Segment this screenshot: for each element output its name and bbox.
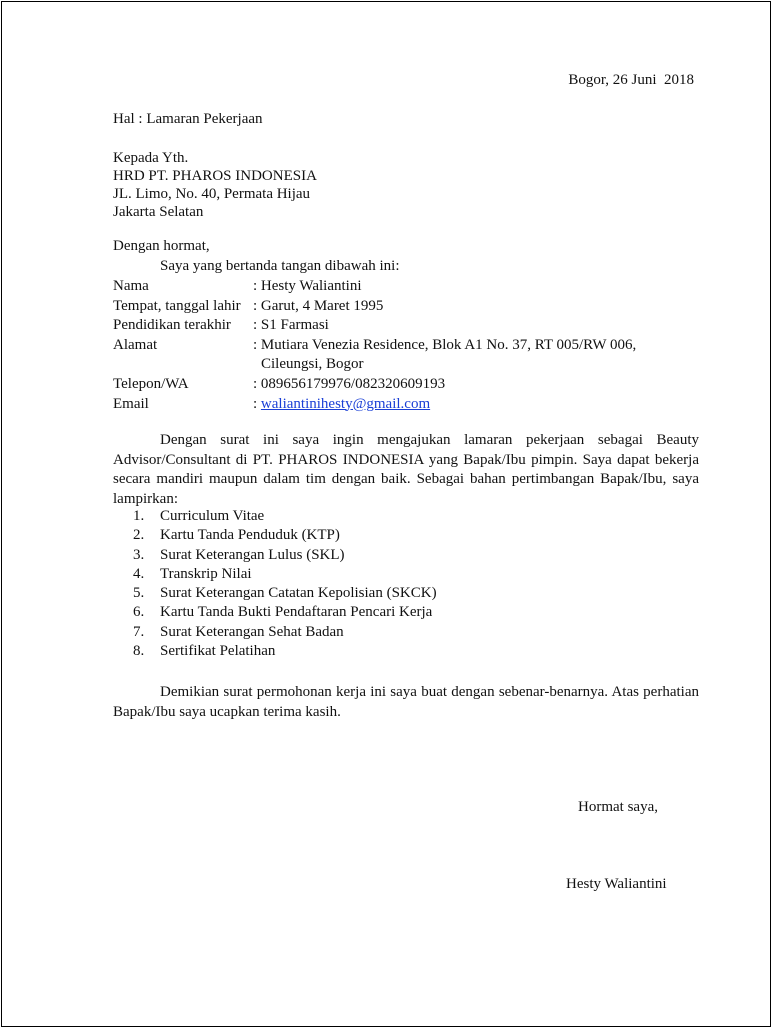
list-number: 5. [133, 585, 145, 602]
info-label-empty [113, 355, 253, 375]
info-value: Cileungsi, Bogor [261, 356, 364, 373]
list-number: 2. [133, 527, 145, 544]
recipient-block [113, 149, 317, 221]
info-row-name [113, 277, 636, 297]
paragraph-text: Dengan surat ini saya ingin mengajukan lamaran pekerjaan sebagai Beauty Advisor/Consultant di PT. PHAROS INDONESIA yang Bapak/Ibu pimpin. Saya dapat bekerja secara mandiri maupun dalam tim dengan baik. Sebagai bahan pertimbangan Bapak/Ibu, saya lampirkan: [113, 432, 699, 507]
info-label: Nama [113, 278, 149, 294]
info-row-birth [113, 297, 636, 317]
applicant-info [113, 277, 636, 414]
paragraph-text: Demikian surat permohonan kerja ini saya buat dengan sebenar-benarnya. Atas perhatian Bapak/Ibu saya ucapkan terima kasih. [113, 684, 699, 720]
recipient-line: JL. Limo, No. 40, Permata Hijau [113, 186, 311, 202]
info-value: : 089656179976/082320609193 [253, 375, 446, 392]
list-text: Surat Keterangan Catatan Kepolisian (SKCK) [160, 585, 437, 602]
list-text: Sertifikat Pelatihan [160, 643, 276, 660]
letter-page [1, 1, 771, 1027]
email-link[interactable]: waliantinihesty@gmail.com [260, 395, 431, 412]
list-item [133, 507, 437, 526]
info-label: Tempat, tanggal lahir [113, 297, 241, 314]
list-item [133, 584, 437, 603]
info-label: Email [113, 395, 149, 412]
info-value: : Garut, 4 Maret 1995 [253, 297, 384, 314]
attachment-list [133, 507, 437, 661]
recipient-line: Jakarta Selatan [113, 204, 204, 220]
signer-name: Hesty Waliantini [566, 876, 667, 892]
list-text: Kartu Tanda Penduduk (KTP) [160, 527, 340, 544]
list-number: 1. [133, 508, 145, 524]
list-number: 4. [133, 565, 145, 582]
list-number: 7. [133, 623, 145, 640]
info-value: : Hesty Waliantini [253, 278, 362, 294]
list-item [133, 526, 437, 545]
info-label: Pendidikan terakhir [113, 317, 231, 334]
list-item [133, 565, 437, 584]
info-value [253, 395, 430, 415]
list-text: Transkrip Nilai [160, 565, 252, 582]
recipient-line: HRD PT. PHAROS INDONESIA [113, 168, 317, 184]
intro-line: Saya yang bertanda tangan dibawah ini: [160, 258, 400, 274]
info-label: Telepon/WA [113, 375, 189, 392]
list-text: Kartu Tanda Bukti Pendaftaran Pencari Kerja [160, 604, 433, 621]
letter-subject: Hal : Lamaran Pekerjaan [113, 111, 263, 127]
closing-salutation: Hormat saya, [578, 799, 658, 815]
list-item [133, 546, 437, 565]
list-number: 8. [133, 643, 145, 660]
list-number: 3. [133, 546, 145, 563]
list-text: Surat Keterangan Lulus (SKL) [160, 546, 345, 563]
info-value: : Mutiara Venezia Residence, Blok A1 No. 37, RT 005/RW 006, [253, 336, 637, 353]
paragraph-application [113, 431, 699, 509]
info-row-address-cont [113, 355, 636, 375]
list-item [133, 642, 437, 661]
letter-date: Bogor, 26 Juni 2018 [568, 72, 694, 88]
email-prefix: : [253, 395, 261, 412]
info-row-education [113, 316, 636, 336]
list-item [133, 623, 437, 642]
info-value: : S1 Farmasi [253, 317, 329, 334]
paragraph-closing [113, 683, 699, 722]
list-text: Curriculum Vitae [160, 508, 265, 524]
list-item [133, 603, 437, 622]
info-row-address [113, 336, 636, 356]
info-label: Alamat [113, 336, 158, 353]
info-row-email [113, 395, 636, 415]
greeting: Dengan hormat, [113, 238, 210, 254]
info-row-phone [113, 375, 636, 395]
list-text: Surat Keterangan Sehat Badan [160, 623, 344, 640]
recipient-line: Kepada Yth. [113, 150, 189, 166]
list-number: 6. [133, 604, 145, 621]
